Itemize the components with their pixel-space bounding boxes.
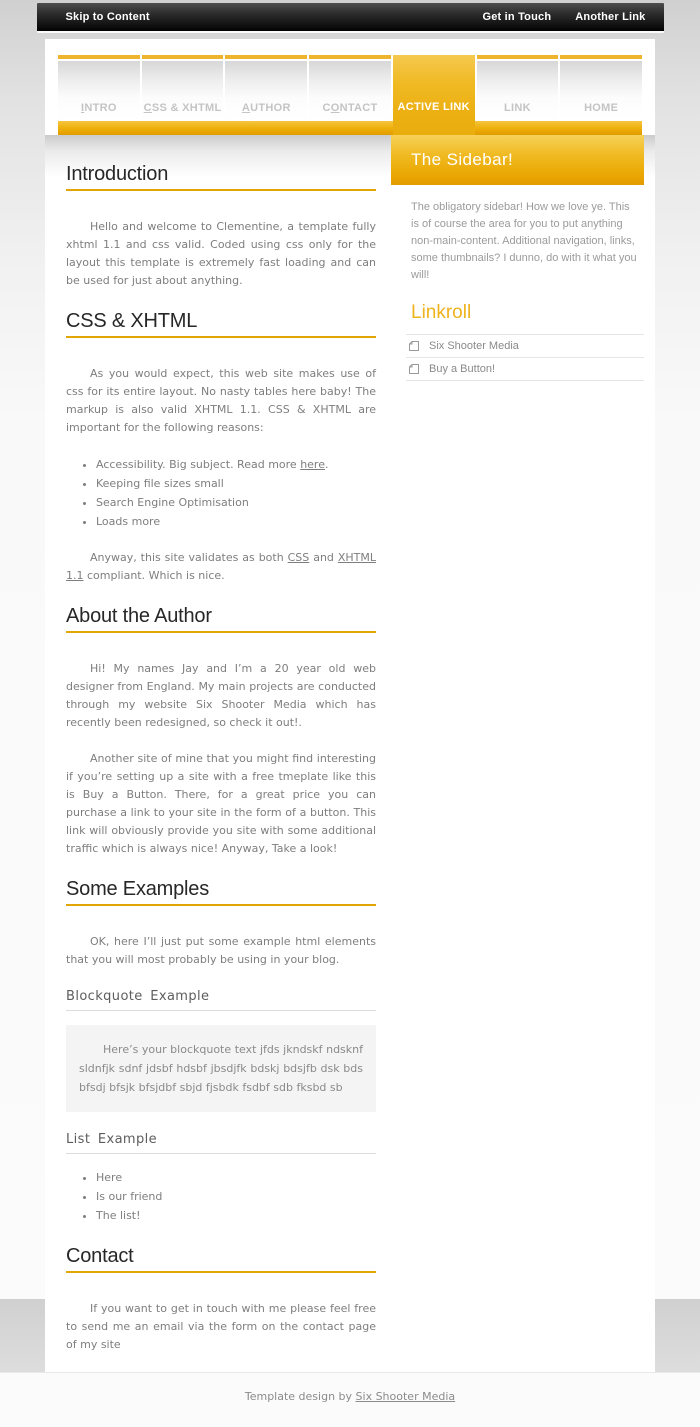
topbar-links [482, 11, 645, 23]
tab-accent-strip [477, 55, 559, 59]
xhtml-validator-link[interactable]: XHTML 1.1 [66, 551, 376, 582]
footer-six-shooter-media-link[interactable]: Six Shooter Media [355, 1390, 456, 1403]
top-utility-bar [37, 3, 664, 33]
intro-paragraph: Hello and welcome to Clementine, a template fully xhtml 1.1 and css valid. Coded using css only for the layout this template is extremely fast loading and can be used for just about anything. [66, 220, 376, 287]
css-validator-link[interactable]: CSS [287, 551, 310, 564]
sidebar-header [391, 135, 644, 185]
tab-label: HOME [584, 102, 619, 114]
tab-label: CONTACT [322, 102, 378, 114]
tab-active-link[interactable] [393, 55, 475, 135]
contact-paragraph: If you want to get in touch with me please feel free to send me an email via the form on the contact page of my site [66, 1302, 376, 1351]
sidebar [391, 135, 644, 381]
tab-accent-strip [309, 55, 391, 59]
list-item: • Keeping file sizes small [96, 474, 376, 493]
section-title-about-author: About the Author [66, 605, 376, 633]
tab-accent-strip [58, 55, 140, 59]
page-corner-icon [408, 363, 420, 375]
section-title-css-xhtml: CSS & XHTML [66, 310, 376, 338]
tab-link[interactable] [477, 55, 559, 121]
section-title-contact: Contact [66, 1245, 376, 1273]
list-item: • Is our friend [96, 1187, 376, 1206]
tab-label: CSS & XHTML [143, 102, 222, 114]
page-container [45, 39, 655, 1372]
linkroll-list [406, 334, 644, 381]
list-item: • Search Engine Optimisation [96, 493, 376, 512]
tab-label: LINK [504, 102, 531, 114]
section-title-introduction: Introduction [66, 163, 376, 191]
page-footer [0, 1372, 700, 1427]
page-corner-icon [408, 340, 420, 352]
another-link[interactable]: Another Link [575, 11, 646, 23]
list-item [406, 357, 644, 381]
content-area [45, 135, 655, 1372]
tab-label: AUTHOR [241, 102, 291, 114]
list-item: • Loads more [96, 512, 376, 531]
tab-contact[interactable] [309, 55, 391, 121]
author-paragraph-2: Another site of mine that you might find interesting if you’re setting up a site with a free tmeplate like this is Buy a Button. There, for a great price you can purchase a link to your site in the form of a button. This link will obviously provide you site with some additional traffic which is always nice! Anyway, Take a look! [66, 752, 376, 855]
list-item [406, 334, 644, 357]
tab-intro[interactable] [58, 55, 140, 121]
tab-accent-strip [142, 55, 224, 59]
validation-paragraph: Anyway, this site validates as both CSS and XHTML 1.1 compliant. Which is nice. [66, 551, 376, 582]
example-list [96, 1168, 376, 1225]
six-shooter-media-link[interactable]: Six Shooter Media [429, 340, 519, 352]
section-title-some-examples: Some Examples [66, 878, 376, 906]
main-column [66, 135, 376, 1372]
css-bullet-list [96, 455, 376, 531]
list-item: • Accessibility. Big subject. Read more here. [96, 455, 376, 474]
tab-accent-strip [560, 55, 642, 59]
get-in-touch-link[interactable]: Get in Touch [482, 11, 552, 23]
css-paragraph: As you would expect, this web site makes use of css for its entire layout. No nasty tables here baby! The markup is also valid XHTML 1.1. CSS & XHTML are important for the following reasons: [66, 367, 376, 434]
tab-author[interactable] [225, 55, 307, 121]
author-paragraph-1: Hi! My names Jay and I’m a 20 year old web designer from England. My main projects are conducted through my website Six Shooter Media which has recently been redesigned, so check it out!. [66, 662, 376, 729]
tab-label: ACTIVE LINK [397, 101, 470, 113]
linkroll-heading: Linkroll [411, 302, 472, 323]
tab-accent-strip [225, 55, 307, 59]
example-blockquote: Here’s your blockquote text jfds jkndskf ndsknf sldnfjk sdnf jdsbf hdsbf jbsdjfk bdskj bdsjfb dsk bds bfsdj bfsjk bfsjdbf sbjd fjsbdk fsdbf sdb fksbd sb [66, 1025, 376, 1112]
sidebar-intro-text: The obligatory sidebar! How we love ye. This is of course the area for you to put anything non-main-content. Additional navigation, links, some thumbnails? I dunno, do with it what you will! [411, 201, 637, 281]
tab-label: INTRO [80, 102, 117, 114]
main-nav [58, 55, 642, 121]
subheading-blockquote-example: Blockquote Example [66, 989, 376, 1011]
tab-css-xhtml[interactable] [142, 55, 224, 121]
here-link[interactable]: here [300, 458, 325, 471]
subheading-list-example: List Example [66, 1132, 376, 1154]
list-item: • The list! [96, 1206, 376, 1225]
examples-paragraph: OK, here I’ll just put some example html elements that you will most probably be using in your blog. [66, 935, 376, 966]
footer-credit-text: Template design by [244, 1390, 356, 1403]
sidebar-title: The Sidebar! [411, 150, 514, 169]
skip-to-content-link[interactable]: Skip to Content [65, 11, 150, 23]
buy-a-button-link[interactable]: Buy a Button! [429, 363, 496, 375]
nav-accent-bar [58, 121, 642, 135]
tab-home[interactable] [560, 55, 642, 121]
list-item: • Here [96, 1168, 376, 1187]
